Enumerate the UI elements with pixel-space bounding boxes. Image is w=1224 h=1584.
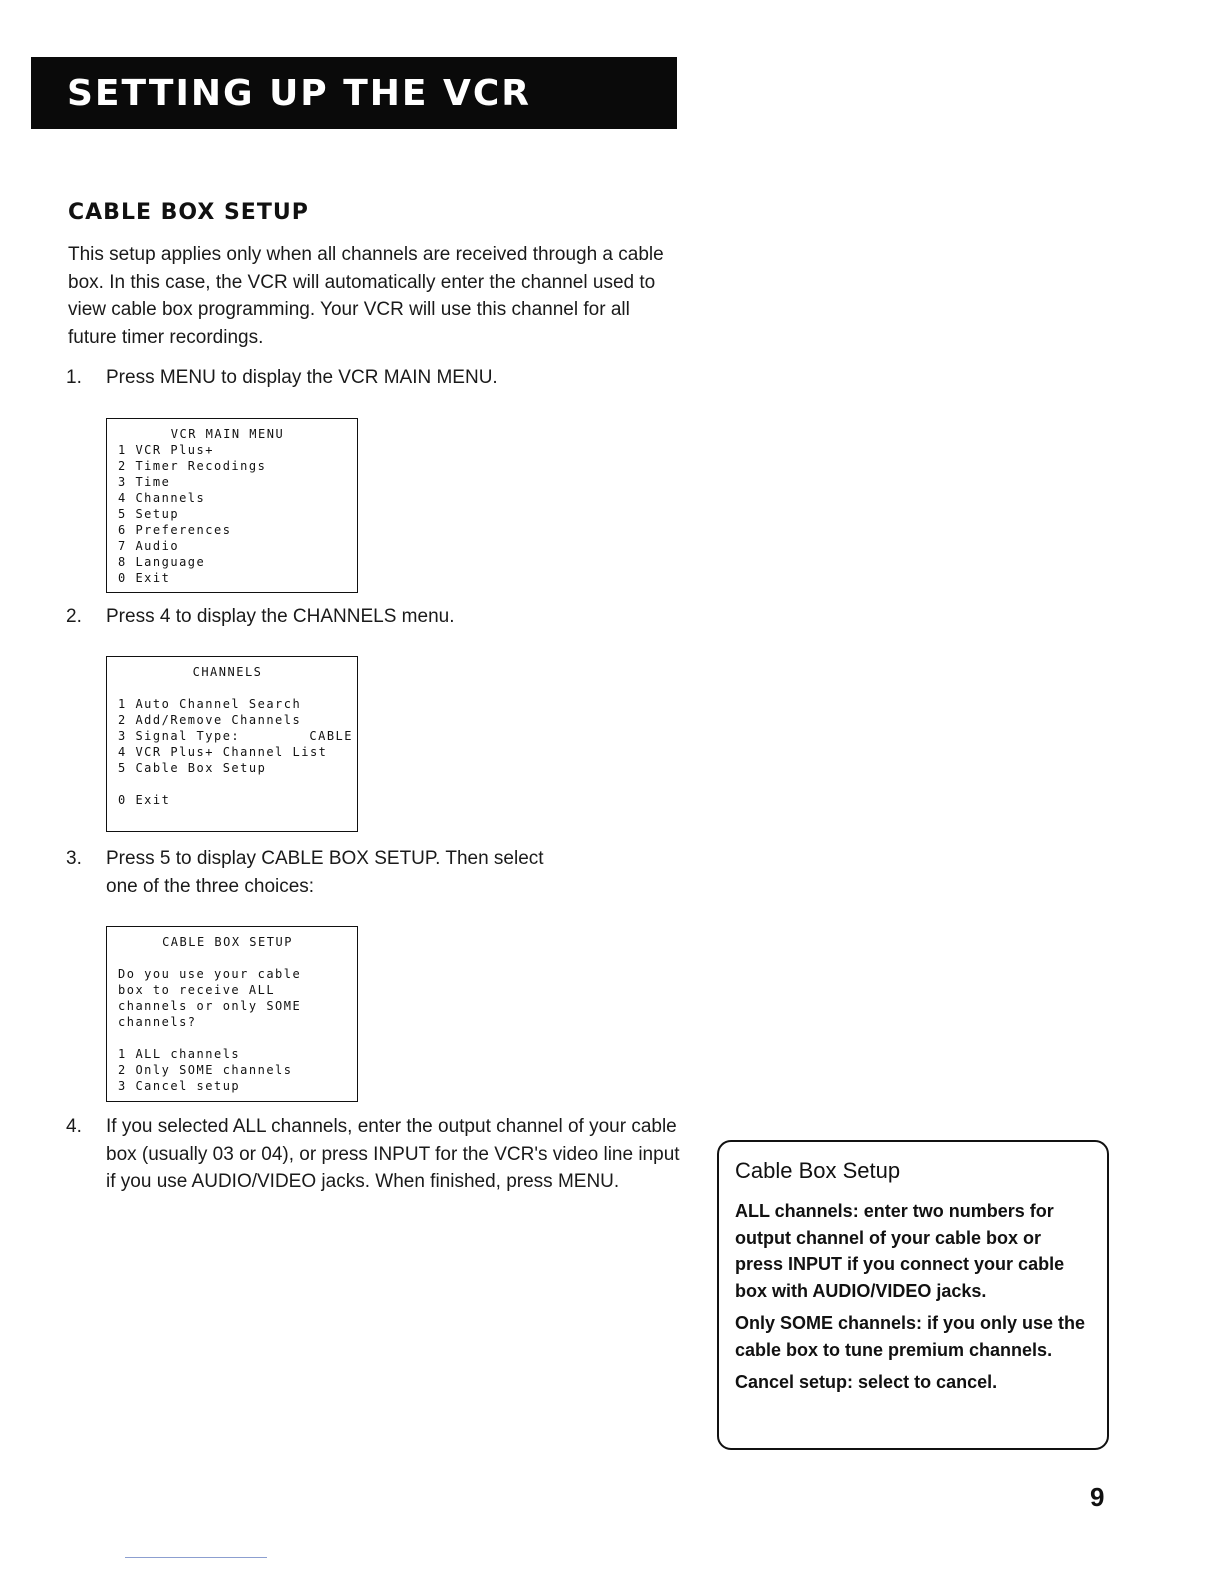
menu-item: 3 Signal Type: bbox=[118, 729, 241, 743]
step-4 bbox=[66, 1113, 686, 1196]
menu-item: 6 Preferences bbox=[118, 523, 232, 537]
question-line: Do you use your cable bbox=[118, 967, 302, 981]
vcr-main-menu-screen bbox=[106, 418, 358, 593]
menu-item: 0 Exit bbox=[118, 571, 171, 585]
question-line: channels or only SOME bbox=[118, 999, 302, 1013]
step-3 bbox=[66, 845, 686, 900]
signal-type-row bbox=[118, 728, 353, 744]
menu-item: 8 Language bbox=[118, 555, 206, 569]
menu-option: 3 Cancel setup bbox=[118, 1079, 241, 1093]
section-title: CABLE BOX SETUP bbox=[68, 200, 309, 225]
menu-option: 1 ALL channels bbox=[118, 1047, 241, 1061]
cable-box-setup-sidebar bbox=[717, 1140, 1109, 1450]
menu-item: 4 VCR Plus+ Channel List bbox=[118, 745, 328, 759]
sidebar-paragraph: ALL channels: enter two numbers for output channel of your cable box or press INPUT if you connect your cable box with AUDIO/VIDEO jacks. bbox=[735, 1201, 1065, 1301]
step-number: 3. bbox=[66, 848, 82, 869]
signal-type-value: CABLE bbox=[309, 729, 353, 743]
menu-item: 5 Cable Box Setup bbox=[118, 761, 267, 775]
menu-item: 1 Auto Channel Search bbox=[118, 697, 302, 711]
menu-item: 2 Timer Recodings bbox=[118, 459, 267, 473]
menu-item-exit: 0 Exit bbox=[118, 793, 171, 807]
footer-rule bbox=[125, 1557, 267, 1558]
page-banner bbox=[31, 57, 677, 129]
step-number: 1. bbox=[66, 367, 82, 388]
screen-title: CHANNELS bbox=[192, 665, 263, 679]
step-text: Press 5 to display CABLE BOX SETUP. Then select one of the three choices: bbox=[106, 848, 544, 897]
screen-title: CABLE BOX SETUP bbox=[162, 935, 293, 949]
step-2 bbox=[66, 603, 686, 631]
cable-box-setup-screen bbox=[106, 926, 358, 1102]
banner-title: SETTING UP THE VCR bbox=[67, 72, 532, 114]
sidebar-title: Cable Box Setup bbox=[735, 1158, 901, 1183]
screen-title: VCR MAIN MENU bbox=[170, 427, 285, 441]
channels-menu-screen bbox=[106, 656, 358, 832]
menu-item: 1 VCR Plus+ bbox=[118, 443, 214, 457]
menu-item: 2 Add/Remove Channels bbox=[118, 713, 302, 727]
menu-item: 3 Time bbox=[118, 475, 171, 489]
intro-paragraph: This setup applies only when all channels are received through a cable box. In this case, the VCR will automatically enter the channel used to view cable box programming. Your VCR will use this channel for all future timer recordings. bbox=[68, 244, 664, 348]
step-text: Press MENU to display the VCR MAIN MENU. bbox=[106, 367, 498, 388]
menu-item: 5 Setup bbox=[118, 507, 180, 521]
sidebar-paragraph: Cancel setup: select to cancel. bbox=[735, 1372, 998, 1392]
menu-item: 7 Audio bbox=[118, 539, 180, 553]
step-number: 4. bbox=[66, 1116, 82, 1137]
sidebar-paragraph: Only SOME channels: if you only use the cable box to tune premium channels. bbox=[735, 1313, 1086, 1360]
step-1 bbox=[66, 364, 686, 392]
step-text: Press 4 to display the CHANNELS menu. bbox=[106, 606, 455, 627]
step-text: If you selected ALL channels, enter the output channel of your cable box (usually 03 or 04), or press INPUT for the VCR's video line input if you use AUDIO/VIDEO jacks. When finished, press MENU. bbox=[106, 1116, 680, 1192]
step-number: 2. bbox=[66, 606, 82, 627]
menu-item: 4 Channels bbox=[118, 491, 206, 505]
question-line: box to receive ALL bbox=[118, 983, 276, 997]
page-number: 9 bbox=[1090, 1482, 1105, 1512]
menu-option: 2 Only SOME channels bbox=[118, 1063, 293, 1077]
question-line: channels? bbox=[118, 1015, 197, 1029]
